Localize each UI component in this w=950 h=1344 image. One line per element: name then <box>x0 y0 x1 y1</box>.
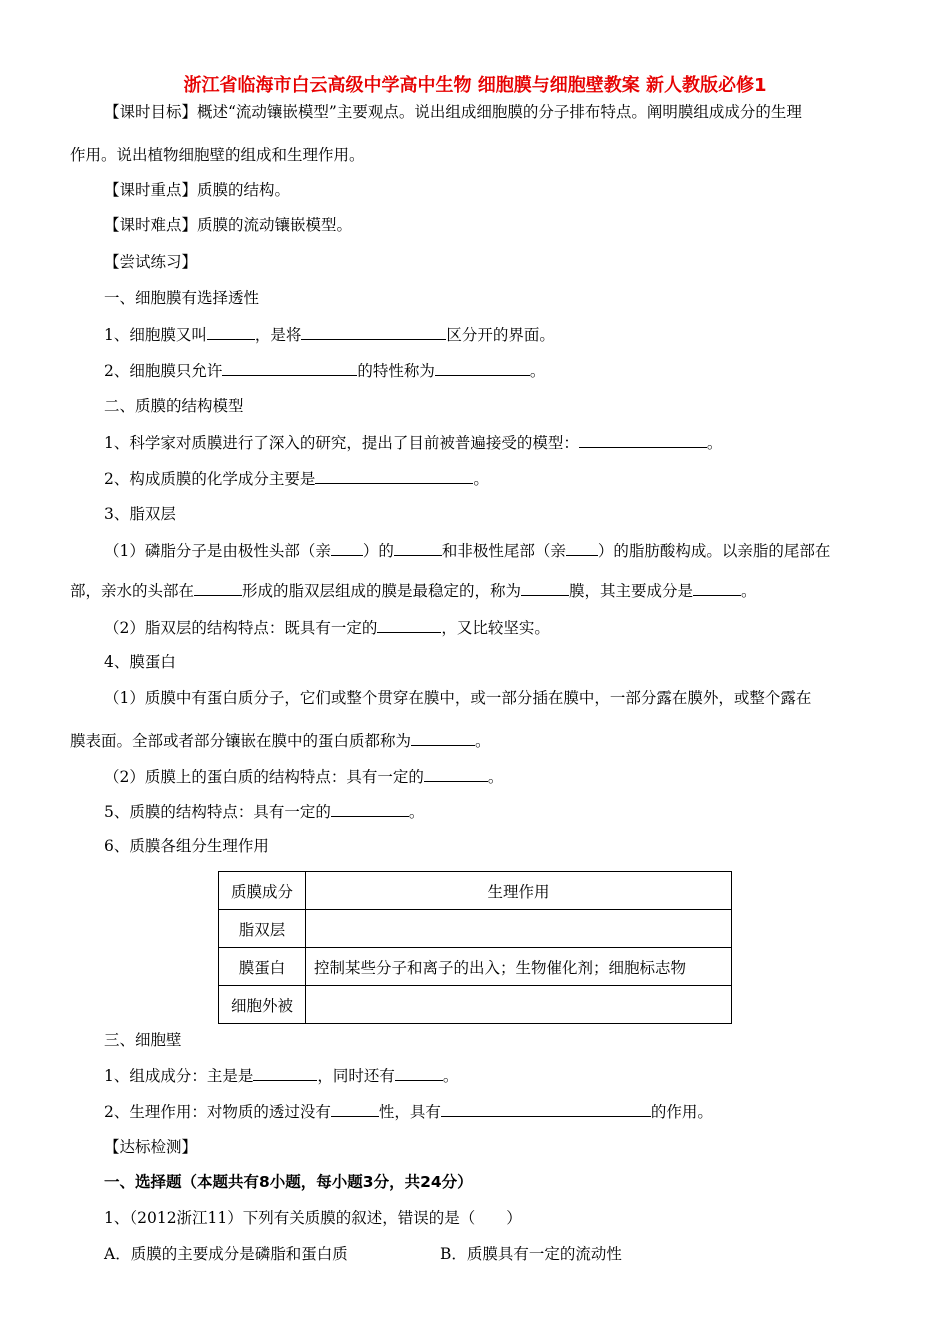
sec2-q5 <box>104 801 424 822</box>
table-row <box>219 948 732 986</box>
sec2-q6: 6、质膜各组分生理作用 <box>104 837 269 855</box>
sec2-q1 <box>104 432 722 453</box>
sec1-q1 <box>104 324 555 345</box>
membrane-function-table <box>218 871 732 1024</box>
answer-blank[interactable] <box>331 801 409 817</box>
sec2-q1-text-a: 1、科学家对质膜进行了深入的研究，提出了目前被普遍接受的模型： <box>104 434 579 452</box>
sec2-q3: 3、脂双层 <box>104 505 176 523</box>
sec2-q4-1b-text-b: 。 <box>475 732 491 750</box>
sec2-q2-text-b: 。 <box>473 470 489 488</box>
sec2-q4-1b-text-a: 膜表面。全部或者部分镶嵌在膜中的蛋白质都称为 <box>70 732 412 750</box>
sec3-q2 <box>104 1101 713 1122</box>
sec1-q1-text-a: 1、细胞膜又叫 <box>104 326 207 344</box>
sec2-q3-2 <box>104 617 550 638</box>
sec2-q4-1: （1）质膜中有蛋白质分子，它们或整个贯穿在膜中，或一部分插在膜中，一部分露在膜外，或整个露在 <box>104 689 812 707</box>
sec2-q1-text-b: 。 <box>706 434 723 452</box>
answer-blank[interactable] <box>331 540 363 556</box>
answer-blank[interactable] <box>315 468 473 484</box>
answer-blank[interactable] <box>424 766 488 782</box>
answer-blank[interactable] <box>253 1065 317 1081</box>
objectives-line-1: 【课时目标】概述“流动镶嵌模型”主要观点。说出组成细胞膜的分子排布特点。阐明膜组成成分的生理 <box>104 103 802 121</box>
answer-blank[interactable] <box>194 580 242 596</box>
answer-blank[interactable] <box>394 540 442 556</box>
multiple-choice-heading: 一、选择题（本题共有8小题，每小题3分，共24分） <box>104 1173 473 1191</box>
sec2-q3-1b-text-c: 膜，其主要成分是 <box>569 582 694 600</box>
sec2-q3-1b-text-a: 部，亲水的头部在 <box>70 582 195 600</box>
sec3-q1-text-b: ，同时还有 <box>317 1067 395 1085</box>
sec2-q3-1-cont <box>70 580 757 601</box>
sec2-q4-2-text-a: （2）质膜上的蛋白质的结构特点：具有一定的 <box>104 768 424 786</box>
mc1-option-a[interactable]: A．质膜的主要成分是磷脂和蛋白质 <box>104 1245 348 1263</box>
sec2-q3-1 <box>104 540 830 561</box>
sec2-q4-2 <box>104 766 503 787</box>
sec2-q3-1b-text-d: 。 <box>741 582 757 600</box>
test-heading: 【达标检测】 <box>104 1138 198 1156</box>
sec2-q4-1-cont <box>70 730 491 751</box>
answer-blank[interactable] <box>377 617 441 633</box>
mc1-option-b[interactable]: B．质膜具有一定的流动性 <box>440 1245 622 1263</box>
table-cell-component: 膜蛋白 <box>219 948 306 986</box>
answer-blank[interactable] <box>301 324 446 340</box>
key-point: 【课时重点】质膜的结构。 <box>104 181 291 199</box>
answer-blank[interactable] <box>693 580 741 596</box>
sec3-q2-text-c: 的作用。 <box>650 1103 713 1121</box>
table-cell-component: 脂双层 <box>219 910 306 948</box>
answer-blank[interactable] <box>566 540 598 556</box>
answer-blank[interactable] <box>331 1101 379 1117</box>
document-title: 浙江省临海市白云高级中学高中生物 细胞膜与细胞壁教案 新人教版必修1 <box>183 75 767 96</box>
answer-blank[interactable] <box>441 1101 651 1117</box>
answer-blank[interactable] <box>395 1065 443 1081</box>
answer-blank[interactable] <box>222 360 357 376</box>
table-row <box>219 986 732 1024</box>
sec2-q3-1-text-b: ）的 <box>362 542 394 560</box>
sec2-q5-text-a: 5、质膜的结构特点：具有一定的 <box>104 803 331 821</box>
sec1-q1-text-c: 区分开的界面。 <box>446 326 555 344</box>
sec2-q3-1-text-d: ）的脂肪酸构成。以亲脂的尾部在 <box>597 542 831 560</box>
answer-blank[interactable] <box>207 324 255 340</box>
sec1-q2-text-c: 。 <box>529 362 546 380</box>
sec3-q1-text-a: 1、组成成分：主是是 <box>104 1067 254 1085</box>
answer-blank[interactable] <box>521 580 569 596</box>
sec1-q2-text-a: 2、细胞膜只允许 <box>104 362 223 380</box>
sec1-q2 <box>104 360 545 381</box>
answer-blank[interactable] <box>579 432 707 448</box>
sec2-q5-text-b: 。 <box>408 803 425 821</box>
practice-heading: 【尝试练习】 <box>104 253 198 271</box>
section-2-heading: 二、质膜的结构模型 <box>104 397 244 415</box>
sec2-q4: 4、膜蛋白 <box>104 653 176 671</box>
table-row <box>219 910 732 948</box>
sec3-q1 <box>104 1065 458 1086</box>
sec2-q3-2-text-a: （2）脂双层的结构特点：既具有一定的 <box>104 619 378 637</box>
table-cell-function: 控制某些分子和离子的出入；生物催化剂；细胞标志物 <box>306 948 732 986</box>
sec2-q4-2-text-b: 。 <box>487 768 504 786</box>
sec1-q2-text-b: 的特性称为 <box>357 362 435 380</box>
table-cell-component: 细胞外被 <box>219 986 306 1024</box>
mc1-stem: 1、（2012浙江11）下列有关质膜的叙述，错误的是（ ） <box>104 1209 522 1227</box>
section-1-heading: 一、细胞膜有选择透性 <box>104 289 260 307</box>
table-header-row <box>219 872 732 910</box>
section-3-heading: 三、细胞壁 <box>104 1031 182 1049</box>
sec2-q3-2-text-b: ，又比较坚实。 <box>441 619 550 637</box>
difficulty: 【课时难点】质膜的流动镶嵌模型。 <box>104 216 353 234</box>
table-header-cell: 质膜成分 <box>219 872 306 910</box>
table-cell-function[interactable] <box>306 986 732 1024</box>
table-cell-function[interactable] <box>306 910 732 948</box>
sec3-q1-text-c: 。 <box>442 1067 459 1085</box>
answer-blank[interactable] <box>435 360 530 376</box>
sec3-q2-text-b: 性，具有 <box>378 1103 441 1121</box>
objectives-line-2: 作用。说出植物细胞壁的组成和生理作用。 <box>70 146 365 164</box>
table-header-cell: 生理作用 <box>306 872 732 910</box>
sec2-q3-1b-text-b: 形成的脂双层组成的膜是最稳定的，称为 <box>242 582 522 600</box>
sec3-q2-text-a: 2、生理作用：对物质的透过没有 <box>104 1103 331 1121</box>
sec2-q3-1-text-a: （1）磷脂分子是由极性头部（亲 <box>104 542 331 560</box>
sec2-q2-text-a: 2、构成质膜的化学成分主要是 <box>104 470 316 488</box>
sec1-q1-text-b: ，是将 <box>254 326 302 344</box>
answer-blank[interactable] <box>411 730 475 746</box>
sec2-q3-1-text-c: 和非极性尾部（亲 <box>441 542 566 560</box>
sec2-q2 <box>104 468 489 489</box>
